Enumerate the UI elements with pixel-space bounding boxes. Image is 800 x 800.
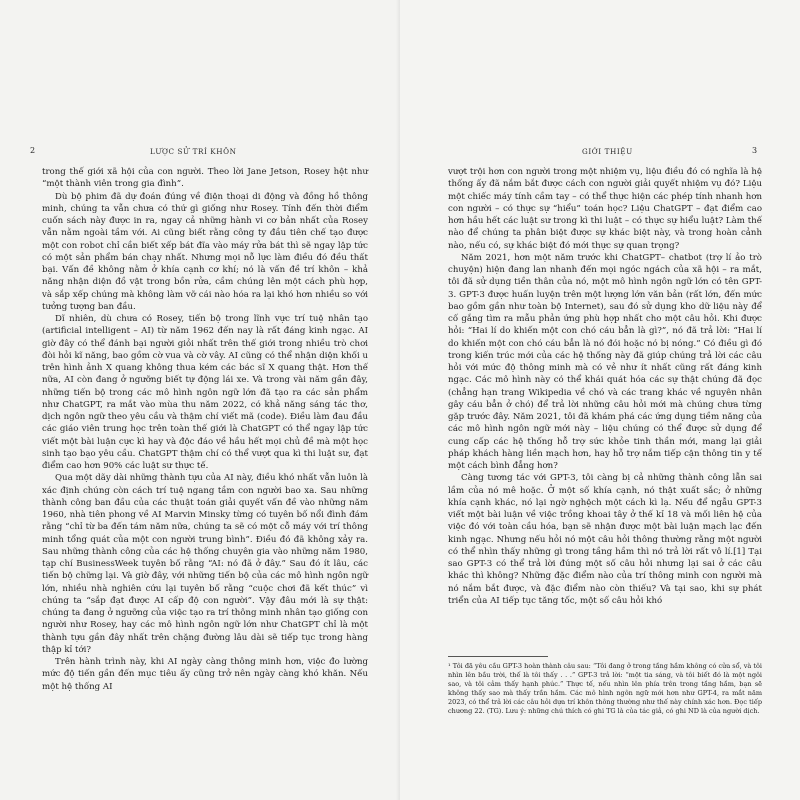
running-head-right: GIỚI THIỆU (582, 147, 633, 156)
footnote: ¹ Tôi đã yêu cầu GPT-3 hoàn thành câu sau: “Tôi đang ở trong tầng hầm không có cửa sổ, và tôi nhìn lên bầu trời, thế là tôi thấy . . .” GPT-3 trả lời: “một tia sáng, và tôi biết đó là một ngôi sao, và tôi cảm thấy hạnh phúc.” Thực tế, nếu nhìn lên phía trên trong tầng hầm, bạn sẽ không thấy sao mà thấy trần hầm. Các mô hình ngôn ngữ mới hơn như GPT-4, ra mắt năm 2023, có thể trả lời các câu hỏi dựa trí khôn thông thường như thế này chính xác hơn. Đọc tiếp chương 22. (TG). Lưu ý: những chú thích có ghi TG là của tác giả, có ghi ND là của người dịch. (448, 662, 762, 715)
page-number-left: 2 (30, 146, 36, 155)
running-head-left: LƯỢC SỬ TRÍ KHÔN (150, 147, 237, 156)
paragraph: vượt trội hơn con người trong một nhiệm vụ, liệu điều đó có nghĩa là hệ thống ấy đã nắm bắt được cách con người giải quyết nhiệm vụ đó? Liệu một chiếc máy tính cầm tay – có thể thực hiện các phép tính nhanh hơn con người – có thực sự “hiểu” toán học? Liệu ChatGPT – đạt điểm cao hơn hầu hết các luật sư trong kì thi luật – có thực sự hiểu luật? Làm thế nào để chúng ta phân biệt được sự khác biệt này, và trong hoàn cảnh nào, nếu có, sự khác biệt đó mới thực sự quan trọng? (448, 167, 762, 251)
paragraph: Trên hành trình này, khi AI ngày càng thông minh hơn, việc đo lường mức độ tiến gần đến mục tiêu ấy cũng trở nên ngày càng khó khăn. Nếu một hệ thống AI (42, 657, 368, 692)
paragraph: Qua một dãy dài những thành tựu của AI này, điều khó nhất vẫn luôn là xác định chúng còn cách trí tuệ ngang tầm con người bao xa. Sau những thành công ban đầu của các thuật toán giải quyết vấn đề vào những năm 1960, nhà tiên phong về AI Marvin Minsky từng có tuyên bố nổi đình đám rằng “chỉ từ ba đến tám năm nữa, chúng ta sẽ có một cỗ máy với trí thông minh tổng quát của một con người trung bình”. Điều đó đã không xảy ra. Sau những thành công của các hệ thống chuyên gia vào những năm 1980, tạp chí BusinessWeek tuyên bố rằng “AI: nó đã ở đây.” Sau đó ít lâu, các tiến bộ chững lại. Và giờ đây, với những tiến bộ của các mô hình ngôn ngữ lớn, nhiều nhà nghiên cứu lại tuyên bố rằng “cuộc chơi đã kết thúc” vì chúng ta “sắp đạt được AI cấp độ con người”. Vậy đâu mới là sự thật: chúng ta đang ở ngưỡng của việc tạo ra trí thông minh nhân tạo giống con người như Rosey, hay các mô hình ngôn ngữ lớn như ChatGPT chỉ là một thành tựu gần đây nhất trên chặng đường lâu dài sẽ tiếp tục trong hàng thập kỉ tới? (42, 473, 368, 655)
paragraph: Dù bộ phim đã dự đoán đúng về điện thoại di động và đồng hồ thông minh, chúng ta vẫn chưa có thứ gì giống như Rosey. Tính đến thời điểm cuốn sách này được in ra, ngay cả những hành vi cơ bản nhất của Rosey vẫn nằm ngoài tầm với. Ai cũng biết rằng công ty đầu tiên chế tạo được một con robot chỉ cần biết xếp bát đĩa vào máy rửa bát thì sẽ ngay lập tức có một sản phẩm bán chạy nhất. Nhưng mọi nỗ lực làm điều đó đều thất bại. Vấn đề không nằm ở khía cạnh cơ khí; nó là vấn đề trí khôn – khả năng nhận diện đồ vật trong bồn rửa, cầm chúng lên một cách phù hợp, và sắp xếp chúng mà không làm vỡ cái nào hóa ra lại khó hơn nhiều so với tưởng tượng ban đầu. (42, 191, 368, 312)
right-page (400, 0, 800, 800)
paragraph: trong thế giới xã hội của con người. Theo lời Jane Jetson, Rosey hệt như “một thành viên trong gia đình”. (42, 167, 368, 190)
right-body-text (448, 166, 762, 607)
left-body-text (42, 166, 368, 693)
page-number-right: 3 (752, 146, 758, 155)
footnote-rule (448, 656, 548, 657)
paragraph: Năm 2021, hơn một năm trước khi ChatGPT– chatbot (trợ lí ảo trò chuyện) hiện đang lan nhanh đến mọi ngóc ngách của xã hội – ra mắt, tôi đã sử dụng tiền thân của nó, một mô hình ngôn ngữ lớn có tên GPT-3. GPT-3 được huấn luyện trên một lượng lớn văn bản (rất lớn, đến mức bao gồm gần như toàn bộ Internet), sau đó sử dụng kho dữ liệu này để cố gắng tìm ra mẫu phản ứng phù hợp nhất cho một câu hỏi. Khi được hỏi: “Hai lí do khiến một con chó cáu bẳn là gì?”, nó đã trả lời: “Hai lí do khiến một con chó cáu bẳn là nó đói hoặc nó bị nóng.” Có điều gì đó trong kiến trúc mới của các hệ thống này đã giúp chúng trả lời các câu hỏi với mức độ thông minh mà có vẻ như ít nhất cũng rất đáng kinh ngạc. Các mô hình này có thể khái quát hóa các sự thật chúng đã đọc (chẳng hạn trang Wikipedia về chó và các trang khác về nguyên nhân gây cáu bẳn ở chó) để trả lời những câu hỏi mới mà chúng chưa từng gặp trước đây. Năm 2021, tôi đã khám phá các ứng dụng tiềm năng của các mô hình ngôn ngữ mới này – liệu chúng có thể được sử dụng để cung cấp các hệ thống hỗ trợ sức khỏe tinh thần mới, mang lại giải pháp khách hàng liền mạch hơn, hay hỗ trợ nắm tiếp cận thông tin y tế một cách bình đẳng hơn? (448, 252, 762, 471)
paragraph: Dĩ nhiên, dù chưa có Rosey, tiến bộ trong lĩnh vực trí tuệ nhân tạo (artificial intelligent – AI) từ năm 1962 đến nay là rất đáng kinh ngạc. AI giờ đây có thể đánh bại người giỏi nhất trên thế giới trong nhiều trò chơi đòi hỏi kĩ năng, bao gồm cờ vua và cờ vây. AI cũng có thể nhận diện khối u trên hình ảnh X quang không thua kém các bác sĩ X quang thật. Hơn thế nữa, AI còn đang ở ngưỡng biết tự động lái xe. Và trong vài năm gần đây, những tiến bộ trong các mô hình ngôn ngữ lớn đã tạo ra các sản phẩm như ChatGPT, ra mắt vào mùa thu năm 2022, có khả năng sáng tác thơ, dịch ngôn ngữ theo yêu cầu và thậm chí viết mã (code). Điều làm đau đầu các giáo viên trung học trên toàn thế giới là ChatGPT có thể ngay lập tức viết một bài luận cực kì hay và độc đáo về hầu hết mọi chủ đề mà một học sinh tạo bạo yêu cầu. ChatGPT thậm chí có thể vượt qua kì thi luật sư, đạt điểm cao hơn 90% các luật sư thực tế. (42, 314, 368, 471)
paragraph: Càng tương tác với GPT-3, tôi càng bị cả những thành công lẫn sai lầm của nó mê hoặc. Ở một số khía cạnh, nó thật xuất sắc; ở những khía cạnh khác, nó lại ngờ nghệch một cách kì lạ. Nếu để ngẫu GPT-3 viết một bài luận về việc trồng khoai tây ở thế kỉ 18 và mối liên hệ của việc đó với toàn cầu hóa, bạn sẽ nhận được một bài luận mạch lạc đến kinh ngạc. Nhưng nếu hỏi nó một câu hỏi thông thường rằng một người có thể nhìn thấy những gì trong tầng hầm thì nó trả lời rất vô lí.[1] Tại sao GPT-3 có thể trả lời đúng một số câu hỏi nhưng lại sai ở các câu khác thì không? Những đặc điểm nào của trí thông minh con người mà nó nắm bắt được, và đặc điểm nào còn thiếu? Và tại sao, khi sự phát triển của AI tiếp tục tăng tốc, một số câu hỏi khó (448, 473, 762, 606)
